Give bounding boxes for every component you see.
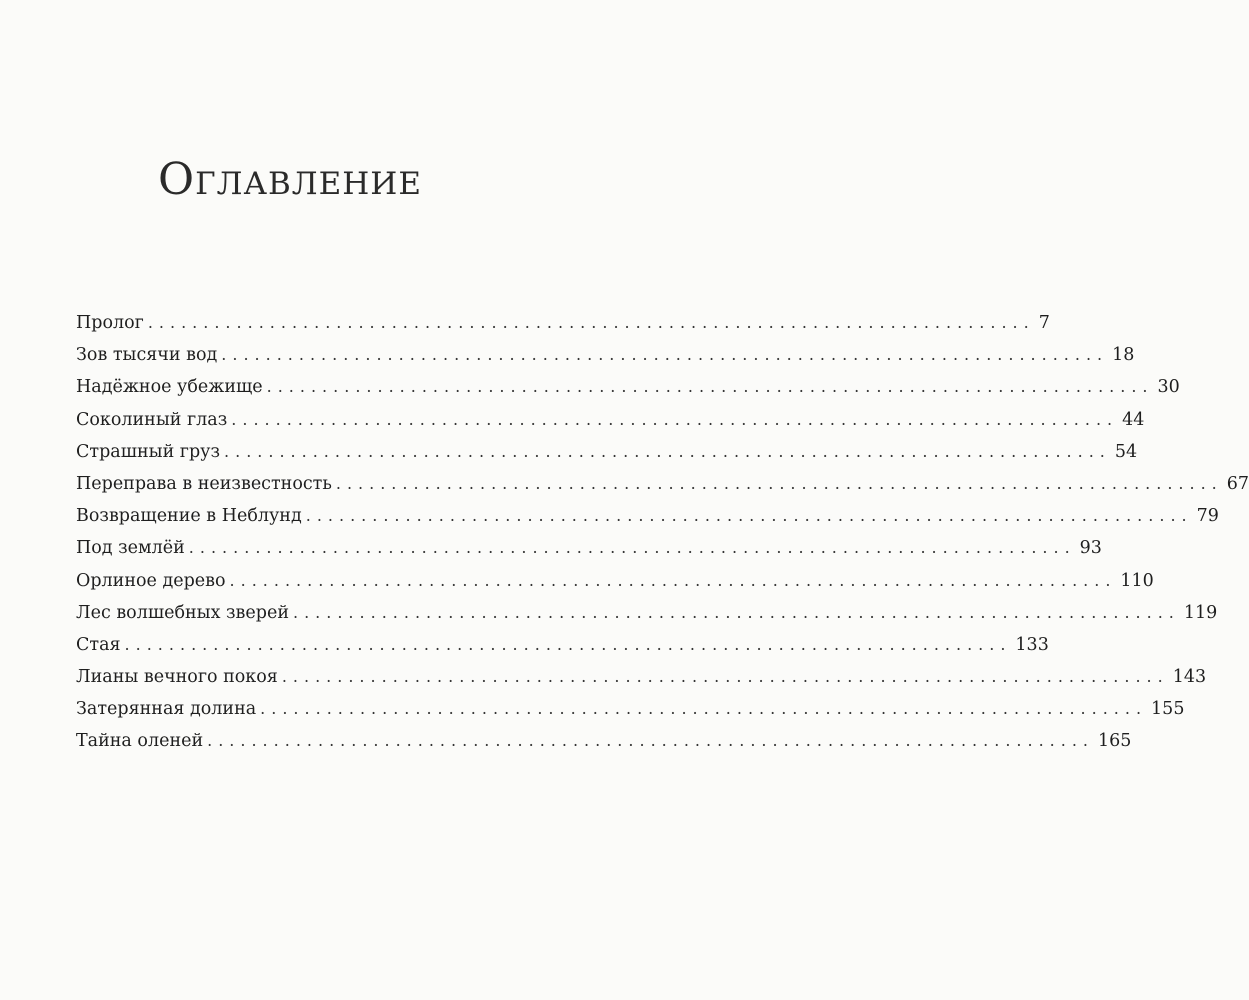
toc-entry xyxy=(76,438,1138,470)
toc-entry xyxy=(76,663,1207,695)
toc-entry-page: 44 xyxy=(1122,409,1145,430)
toc-entry-title: Тайна оленей xyxy=(76,731,204,752)
toc-entry-page: 67 xyxy=(1226,473,1249,494)
toc-entry-page: 79 xyxy=(1196,506,1219,527)
toc-entry-title: Стая xyxy=(76,634,121,655)
toc-entry-title: Орлиное дерево xyxy=(76,570,226,591)
toc-entry xyxy=(76,470,1249,502)
toc-entry-title: Пролог xyxy=(76,313,144,333)
toc-entry-page: 30 xyxy=(1157,377,1180,398)
toc-entry-title: Лес волшебных зверей xyxy=(76,602,289,623)
toc-entry xyxy=(76,695,1185,727)
toc-entry xyxy=(76,534,1102,566)
toc-leader-dots: ................................................................................ xyxy=(224,441,1111,461)
toc-entry-page: 110 xyxy=(1120,570,1154,591)
toc-leader-dots: ................................................................................ xyxy=(281,667,1169,687)
toc-entry-page: 155 xyxy=(1151,699,1185,720)
toc-entry xyxy=(76,373,1180,405)
toc-leader-dots: ................................................................................ xyxy=(260,699,1148,719)
toc-leader-dots: ................................................................................ xyxy=(147,313,1035,332)
toc-entry-title: Под землёй xyxy=(76,538,185,559)
toc-leader-dots: ................................................................................ xyxy=(124,634,1012,654)
toc-entry-title: Затерянная долина xyxy=(76,699,257,720)
table-of-contents xyxy=(76,309,1249,760)
toc-entry xyxy=(76,341,1135,373)
toc-entry-title: Лианы вечного покоя xyxy=(76,667,278,688)
toc-leader-dots: ................................................................................ xyxy=(231,409,1119,429)
toc-leader-dots: ................................................................................ xyxy=(188,538,1076,558)
toc-entry xyxy=(76,727,1132,759)
toc-entry xyxy=(76,567,1154,599)
toc-leader-dots: ................................................................................ xyxy=(293,602,1180,622)
toc-entry-title: Возвращение в Неблунд xyxy=(76,506,302,527)
toc-entry-title: Переправа в неизвестность xyxy=(76,473,332,494)
toc-leader-dots: ................................................................................ xyxy=(207,731,1094,751)
toc-leader-dots: ................................................................................ xyxy=(335,473,1223,493)
toc-entry-page: 119 xyxy=(1183,602,1218,623)
toc-entry-title: Соколиный глаз xyxy=(76,409,228,430)
toc-entry-page: 143 xyxy=(1172,667,1207,688)
toc-entry-page: 18 xyxy=(1112,345,1135,366)
toc-leader-dots: ................................................................................ xyxy=(229,570,1117,590)
toc-entry-title: Зов тысячи вод xyxy=(76,345,218,366)
toc-entry xyxy=(76,309,1050,341)
toc-entry-page: 54 xyxy=(1114,441,1138,462)
toc-entry-title: Надёжное убежище xyxy=(76,377,263,398)
toc-leader-dots: ................................................................................ xyxy=(221,345,1109,365)
toc-entry xyxy=(76,599,1218,631)
toc-entry-title: Страшный груз xyxy=(76,441,221,462)
toc-entry-page: 165 xyxy=(1098,731,1132,752)
toc-entry xyxy=(76,406,1145,438)
toc-entry xyxy=(76,631,1049,663)
toc-entry-page: 133 xyxy=(1015,634,1049,655)
toc-leader-dots: ................................................................................ xyxy=(305,506,1193,526)
toc-entry-page: 7 xyxy=(1038,313,1050,333)
toc-entry xyxy=(76,502,1219,534)
page-title: Оглавление xyxy=(158,154,422,205)
toc-leader-dots: ................................................................................ xyxy=(266,377,1154,397)
toc-entry-page: 93 xyxy=(1079,538,1102,559)
